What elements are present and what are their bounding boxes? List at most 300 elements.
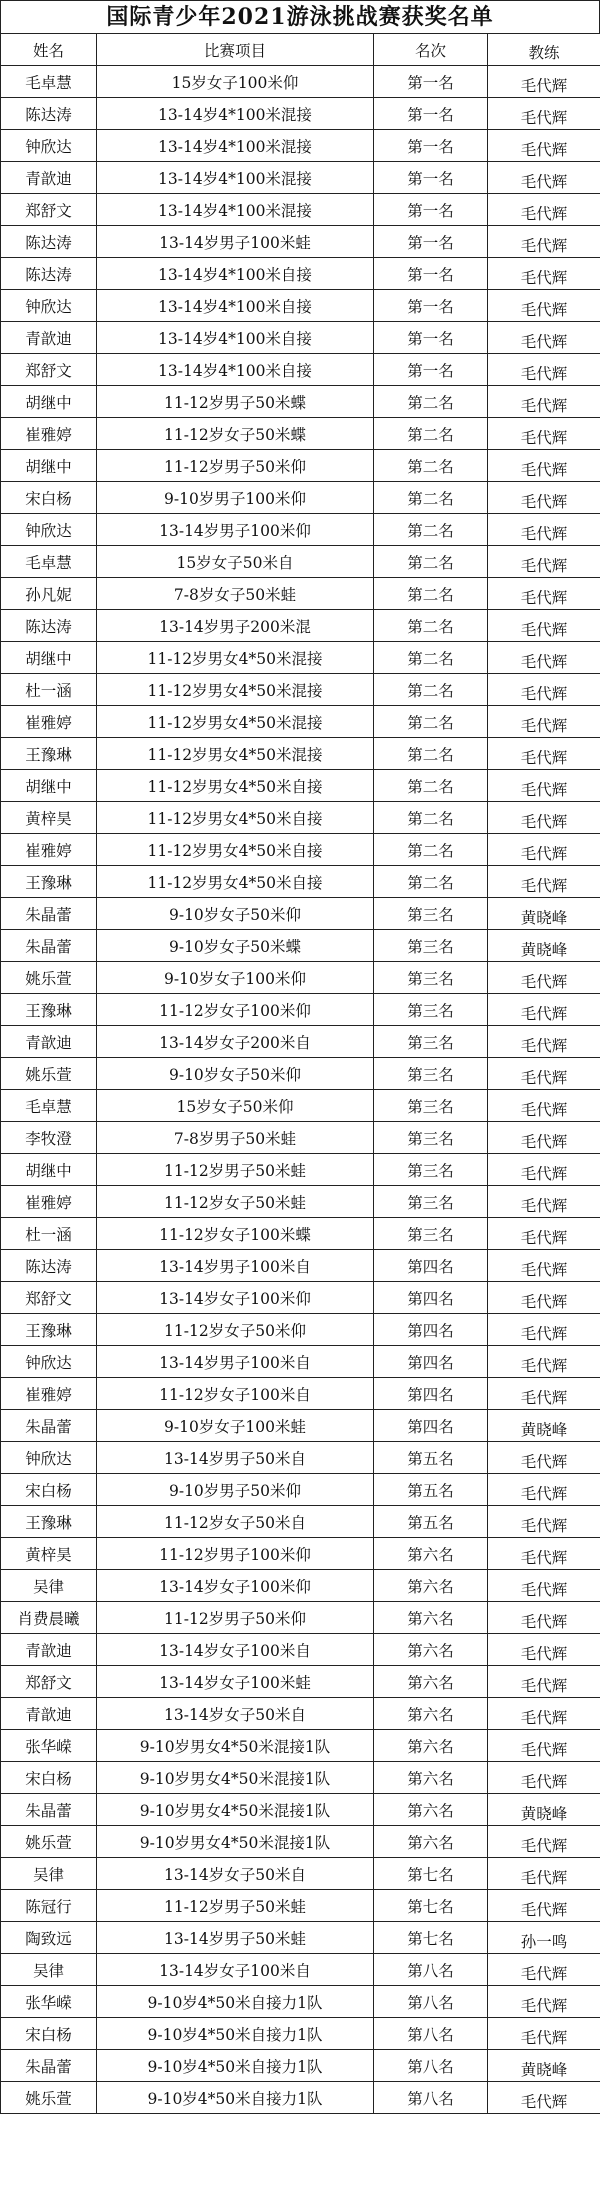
event-cell: 13-14岁女子100米仰 xyxy=(97,1282,374,1314)
table-row xyxy=(1,1346,600,1378)
coach-cell: 毛代辉 xyxy=(488,1250,600,1282)
athlete-name-cell: 王豫琳 xyxy=(1,866,97,898)
event-cell: 9-10岁4*50米自接力1队 xyxy=(97,2018,374,2050)
event-cell: 15岁女子50米自 xyxy=(97,546,374,578)
event-cell: 13-14岁男子100米蛙 xyxy=(97,226,374,258)
event-cell: 13-14岁男子200米混 xyxy=(97,610,374,642)
table-row xyxy=(1,1058,600,1090)
athlete-name-cell: 陈达涛 xyxy=(1,1250,97,1282)
table-row xyxy=(1,1986,600,2018)
athlete-name-cell: 钟欣达 xyxy=(1,1346,97,1378)
athlete-name-cell: 吴律 xyxy=(1,1858,97,1890)
athlete-name-cell: 青歆迪 xyxy=(1,322,97,354)
document-title: 国际青少年2021游泳挑战赛获奖名单 xyxy=(0,0,600,33)
table-row xyxy=(1,162,600,194)
table-row xyxy=(1,1474,600,1506)
athlete-name-cell: 王豫琳 xyxy=(1,994,97,1026)
athlete-name-cell: 宋白杨 xyxy=(1,1474,97,1506)
athlete-name-cell: 陈达涛 xyxy=(1,98,97,130)
rank-cell: 第三名 xyxy=(374,1186,488,1218)
rank-cell: 第五名 xyxy=(374,1474,488,1506)
coach-cell: 毛代辉 xyxy=(488,290,600,322)
rank-cell: 第二名 xyxy=(374,706,488,738)
rank-cell: 第七名 xyxy=(374,1922,488,1954)
athlete-name-cell: 毛卓慧 xyxy=(1,1090,97,1122)
rank-cell: 第六名 xyxy=(374,1666,488,1698)
coach-cell: 毛代辉 xyxy=(488,866,600,898)
coach-cell: 毛代辉 xyxy=(488,98,600,130)
award-table xyxy=(0,33,600,2114)
event-cell: 13-14岁4*100米自接 xyxy=(97,258,374,290)
event-cell: 13-14岁女子100米蛙 xyxy=(97,1666,374,1698)
event-cell: 11-12岁男女4*50米混接 xyxy=(97,642,374,674)
table-row xyxy=(1,2082,600,2114)
athlete-name-cell: 朱晶蕾 xyxy=(1,1794,97,1826)
event-cell: 9-10岁4*50米自接力1队 xyxy=(97,2050,374,2082)
event-cell: 13-14岁4*100米自接 xyxy=(97,354,374,386)
table-row xyxy=(1,1954,600,1986)
rank-cell: 第八名 xyxy=(374,1954,488,1986)
athlete-name-cell: 黄梓昊 xyxy=(1,1538,97,1570)
rank-cell: 第四名 xyxy=(374,1410,488,1442)
table-row xyxy=(1,1826,600,1858)
table-row xyxy=(1,642,600,674)
rank-cell: 第一名 xyxy=(374,322,488,354)
event-cell: 9-10岁女子100米蛙 xyxy=(97,1410,374,1442)
event-cell: 9-10岁男子100米仰 xyxy=(97,482,374,514)
athlete-name-cell: 毛卓慧 xyxy=(1,66,97,98)
athlete-name-cell: 青歆迪 xyxy=(1,162,97,194)
coach-cell: 毛代辉 xyxy=(488,1474,600,1506)
event-cell: 13-14岁4*100米自接 xyxy=(97,322,374,354)
athlete-name-cell: 青歆迪 xyxy=(1,1698,97,1730)
event-cell: 11-12岁男女4*50米自接 xyxy=(97,866,374,898)
event-cell: 11-12岁女子50米蝶 xyxy=(97,418,374,450)
athlete-name-cell: 朱晶蕾 xyxy=(1,2050,97,2082)
coach-cell: 黄晓峰 xyxy=(488,1794,600,1826)
event-cell: 11-12岁男子50米仰 xyxy=(97,1602,374,1634)
table-row xyxy=(1,1762,600,1794)
event-cell: 13-14岁男子50米自 xyxy=(97,1442,374,1474)
event-cell: 11-12岁男女4*50米混接 xyxy=(97,674,374,706)
rank-cell: 第二名 xyxy=(374,866,488,898)
coach-cell: 毛代辉 xyxy=(488,1954,600,1986)
rank-cell: 第四名 xyxy=(374,1282,488,1314)
event-cell: 9-10岁女子50米蝶 xyxy=(97,930,374,962)
event-cell: 13-14岁男子50米蛙 xyxy=(97,1922,374,1954)
table-row xyxy=(1,834,600,866)
event-cell: 7-8岁男子50米蛙 xyxy=(97,1122,374,1154)
event-cell: 9-10岁男女4*50米混接1队 xyxy=(97,1730,374,1762)
coach-cell: 毛代辉 xyxy=(488,1282,600,1314)
event-cell: 9-10岁4*50米自接力1队 xyxy=(97,2082,374,2114)
event-cell: 11-12岁男子50米蛙 xyxy=(97,1154,374,1186)
table-row xyxy=(1,386,600,418)
event-cell: 11-12岁男子100米仰 xyxy=(97,1538,374,1570)
rank-cell: 第八名 xyxy=(374,2050,488,2082)
athlete-name-cell: 崔雅婷 xyxy=(1,834,97,866)
table-row xyxy=(1,2050,600,2082)
coach-cell: 毛代辉 xyxy=(488,1314,600,1346)
athlete-name-cell: 孙凡妮 xyxy=(1,578,97,610)
table-row xyxy=(1,1570,600,1602)
athlete-name-cell: 姚乐萱 xyxy=(1,962,97,994)
coach-cell: 毛代辉 xyxy=(488,482,600,514)
event-cell: 13-14岁男子100米自 xyxy=(97,1346,374,1378)
rank-cell: 第一名 xyxy=(374,130,488,162)
table-row xyxy=(1,1154,600,1186)
athlete-name-cell: 朱晶蕾 xyxy=(1,898,97,930)
athlete-name-cell: 杜一涵 xyxy=(1,1218,97,1250)
coach-cell: 毛代辉 xyxy=(488,1346,600,1378)
rank-cell: 第二名 xyxy=(374,514,488,546)
rank-cell: 第七名 xyxy=(374,1858,488,1890)
event-cell: 13-14岁男子100米仰 xyxy=(97,514,374,546)
table-row xyxy=(1,1634,600,1666)
rank-cell: 第六名 xyxy=(374,1826,488,1858)
coach-cell: 毛代辉 xyxy=(488,258,600,290)
event-cell: 9-10岁男子50米仰 xyxy=(97,1474,374,1506)
coach-cell: 毛代辉 xyxy=(488,1730,600,1762)
rank-cell: 第六名 xyxy=(374,1602,488,1634)
athlete-name-cell: 吴律 xyxy=(1,1954,97,1986)
athlete-name-cell: 陈达涛 xyxy=(1,610,97,642)
athlete-name-cell: 姚乐萱 xyxy=(1,1058,97,1090)
table-row xyxy=(1,1538,600,1570)
coach-cell: 毛代辉 xyxy=(488,1666,600,1698)
coach-cell: 毛代辉 xyxy=(488,1026,600,1058)
coach-cell: 毛代辉 xyxy=(488,1218,600,1250)
coach-cell: 毛代辉 xyxy=(488,770,600,802)
table-row xyxy=(1,1186,600,1218)
athlete-name-cell: 宋白杨 xyxy=(1,2018,97,2050)
coach-cell: 毛代辉 xyxy=(488,1986,600,2018)
athlete-name-cell: 崔雅婷 xyxy=(1,706,97,738)
coach-cell: 黄晓峰 xyxy=(488,930,600,962)
table-row xyxy=(1,1250,600,1282)
table-row xyxy=(1,546,600,578)
rank-cell: 第一名 xyxy=(374,194,488,226)
table-row xyxy=(1,2018,600,2050)
coach-cell: 孙一鸣 xyxy=(488,1922,600,1954)
table-row xyxy=(1,1442,600,1474)
rank-cell: 第七名 xyxy=(374,1890,488,1922)
event-cell: 9-10岁男女4*50米混接1队 xyxy=(97,1762,374,1794)
header-rank: 名次 xyxy=(374,34,488,66)
athlete-name-cell: 宋白杨 xyxy=(1,1762,97,1794)
coach-cell: 毛代辉 xyxy=(488,1602,600,1634)
coach-cell: 毛代辉 xyxy=(488,962,600,994)
coach-cell: 毛代辉 xyxy=(488,66,600,98)
coach-cell: 毛代辉 xyxy=(488,1058,600,1090)
athlete-name-cell: 陈冠行 xyxy=(1,1890,97,1922)
table-row xyxy=(1,130,600,162)
coach-cell: 毛代辉 xyxy=(488,1442,600,1474)
coach-cell: 毛代辉 xyxy=(488,1122,600,1154)
athlete-name-cell: 王豫琳 xyxy=(1,1314,97,1346)
rank-cell: 第二名 xyxy=(374,450,488,482)
event-cell: 13-14岁女子200米自 xyxy=(97,1026,374,1058)
coach-cell: 毛代辉 xyxy=(488,994,600,1026)
coach-cell: 毛代辉 xyxy=(488,1506,600,1538)
rank-cell: 第二名 xyxy=(374,674,488,706)
coach-cell: 毛代辉 xyxy=(488,1890,600,1922)
coach-cell: 毛代辉 xyxy=(488,802,600,834)
athlete-name-cell: 姚乐萱 xyxy=(1,2082,97,2114)
athlete-name-cell: 胡继中 xyxy=(1,770,97,802)
coach-cell: 毛代辉 xyxy=(488,1378,600,1410)
event-cell: 7-8岁女子50米蛙 xyxy=(97,578,374,610)
event-cell: 15岁女子100米仰 xyxy=(97,66,374,98)
table-row xyxy=(1,1666,600,1698)
rank-cell: 第八名 xyxy=(374,1986,488,2018)
coach-cell: 毛代辉 xyxy=(488,226,600,258)
coach-cell: 毛代辉 xyxy=(488,1858,600,1890)
event-cell: 11-12岁男女4*50米自接 xyxy=(97,770,374,802)
table-row xyxy=(1,898,600,930)
coach-cell: 毛代辉 xyxy=(488,418,600,450)
coach-cell: 毛代辉 xyxy=(488,130,600,162)
table-row xyxy=(1,322,600,354)
rank-cell: 第三名 xyxy=(374,962,488,994)
table-row xyxy=(1,514,600,546)
athlete-name-cell: 朱晶蕾 xyxy=(1,1410,97,1442)
table-row xyxy=(1,1122,600,1154)
rank-cell: 第八名 xyxy=(374,2018,488,2050)
rank-cell: 第二名 xyxy=(374,578,488,610)
rank-cell: 第二名 xyxy=(374,610,488,642)
table-row xyxy=(1,770,600,802)
coach-cell: 毛代辉 xyxy=(488,1634,600,1666)
table-row xyxy=(1,1218,600,1250)
event-cell: 11-12岁男子50米蛙 xyxy=(97,1890,374,1922)
rank-cell: 第六名 xyxy=(374,1762,488,1794)
athlete-name-cell: 张华嵘 xyxy=(1,1730,97,1762)
athlete-name-cell: 胡继中 xyxy=(1,386,97,418)
rank-cell: 第一名 xyxy=(374,290,488,322)
table-row xyxy=(1,482,600,514)
table-row xyxy=(1,1026,600,1058)
athlete-name-cell: 吴律 xyxy=(1,1570,97,1602)
rank-cell: 第三名 xyxy=(374,1218,488,1250)
athlete-name-cell: 郑舒文 xyxy=(1,1282,97,1314)
table-row xyxy=(1,1410,600,1442)
coach-cell: 毛代辉 xyxy=(488,194,600,226)
athlete-name-cell: 张华嵘 xyxy=(1,1986,97,2018)
table-row xyxy=(1,194,600,226)
event-cell: 11-12岁男女4*50米混接 xyxy=(97,738,374,770)
header-row xyxy=(1,34,600,66)
rank-cell: 第一名 xyxy=(374,258,488,290)
event-cell: 15岁女子50米仰 xyxy=(97,1090,374,1122)
rank-cell: 第一名 xyxy=(374,66,488,98)
coach-cell: 毛代辉 xyxy=(488,1538,600,1570)
event-cell: 9-10岁男女4*50米混接1队 xyxy=(97,1826,374,1858)
event-cell: 11-12岁女子100米自 xyxy=(97,1378,374,1410)
event-cell: 9-10岁女子50米仰 xyxy=(97,1058,374,1090)
table-row xyxy=(1,258,600,290)
table-row xyxy=(1,98,600,130)
event-cell: 11-12岁男女4*50米自接 xyxy=(97,802,374,834)
athlete-name-cell: 郑舒文 xyxy=(1,354,97,386)
rank-cell: 第八名 xyxy=(374,2082,488,2114)
coach-cell: 毛代辉 xyxy=(488,546,600,578)
rank-cell: 第四名 xyxy=(374,1346,488,1378)
coach-cell: 黄晓峰 xyxy=(488,1410,600,1442)
rank-cell: 第二名 xyxy=(374,642,488,674)
rank-cell: 第二名 xyxy=(374,386,488,418)
table-row xyxy=(1,1506,600,1538)
table-row xyxy=(1,290,600,322)
coach-cell: 黄晓峰 xyxy=(488,2050,600,2082)
athlete-name-cell: 肖费晨曦 xyxy=(1,1602,97,1634)
table-body xyxy=(1,66,600,2114)
coach-cell: 毛代辉 xyxy=(488,834,600,866)
rank-cell: 第二名 xyxy=(374,482,488,514)
coach-cell: 毛代辉 xyxy=(488,738,600,770)
athlete-name-cell: 郑舒文 xyxy=(1,194,97,226)
rank-cell: 第二名 xyxy=(374,418,488,450)
event-cell: 13-14岁4*100米自接 xyxy=(97,290,374,322)
rank-cell: 第一名 xyxy=(374,354,488,386)
event-cell: 13-14岁女子50米自 xyxy=(97,1858,374,1890)
rank-cell: 第三名 xyxy=(374,898,488,930)
coach-cell: 毛代辉 xyxy=(488,514,600,546)
athlete-name-cell: 朱晶蕾 xyxy=(1,930,97,962)
athlete-name-cell: 胡继中 xyxy=(1,1154,97,1186)
table-row xyxy=(1,1730,600,1762)
event-cell: 9-10岁4*50米自接力1队 xyxy=(97,1986,374,2018)
athlete-name-cell: 姚乐萱 xyxy=(1,1826,97,1858)
athlete-name-cell: 钟欣达 xyxy=(1,1442,97,1474)
rank-cell: 第三名 xyxy=(374,1154,488,1186)
event-cell: 13-14岁女子100米仰 xyxy=(97,1570,374,1602)
rank-cell: 第三名 xyxy=(374,994,488,1026)
coach-cell: 毛代辉 xyxy=(488,162,600,194)
coach-cell: 毛代辉 xyxy=(488,450,600,482)
rank-cell: 第五名 xyxy=(374,1506,488,1538)
table-row xyxy=(1,674,600,706)
header-coach: 教练 xyxy=(488,34,600,66)
rank-cell: 第四名 xyxy=(374,1250,488,1282)
rank-cell: 第五名 xyxy=(374,1442,488,1474)
coach-cell: 毛代辉 xyxy=(488,674,600,706)
event-cell: 11-12岁男子50米仰 xyxy=(97,450,374,482)
rank-cell: 第三名 xyxy=(374,1090,488,1122)
table-row xyxy=(1,930,600,962)
rank-cell: 第二名 xyxy=(374,770,488,802)
table-row xyxy=(1,1314,600,1346)
table-row xyxy=(1,1858,600,1890)
event-cell: 13-14岁4*100米混接 xyxy=(97,162,374,194)
event-cell: 9-10岁女子100米仰 xyxy=(97,962,374,994)
table-row xyxy=(1,1602,600,1634)
athlete-name-cell: 胡继中 xyxy=(1,450,97,482)
coach-cell: 毛代辉 xyxy=(488,2018,600,2050)
event-cell: 11-12岁男女4*50米混接 xyxy=(97,706,374,738)
table-row xyxy=(1,866,600,898)
athlete-name-cell: 陈达涛 xyxy=(1,258,97,290)
event-cell: 13-14岁4*100米混接 xyxy=(97,130,374,162)
athlete-name-cell: 崔雅婷 xyxy=(1,418,97,450)
athlete-name-cell: 青歆迪 xyxy=(1,1026,97,1058)
athlete-name-cell: 钟欣达 xyxy=(1,290,97,322)
rank-cell: 第六名 xyxy=(374,1634,488,1666)
rank-cell: 第二名 xyxy=(374,738,488,770)
table-row xyxy=(1,578,600,610)
rank-cell: 第二名 xyxy=(374,834,488,866)
event-cell: 11-12岁女子100米蝶 xyxy=(97,1218,374,1250)
coach-cell: 毛代辉 xyxy=(488,1186,600,1218)
rank-cell: 第二名 xyxy=(374,546,488,578)
rank-cell: 第六名 xyxy=(374,1570,488,1602)
rank-cell: 第四名 xyxy=(374,1378,488,1410)
rank-cell: 第六名 xyxy=(374,1730,488,1762)
coach-cell: 毛代辉 xyxy=(488,706,600,738)
table-row xyxy=(1,962,600,994)
athlete-name-cell: 钟欣达 xyxy=(1,514,97,546)
table-row xyxy=(1,418,600,450)
event-cell: 11-12岁女子50米蛙 xyxy=(97,1186,374,1218)
rank-cell: 第一名 xyxy=(374,98,488,130)
table-row xyxy=(1,1922,600,1954)
rank-cell: 第六名 xyxy=(374,1538,488,1570)
event-cell: 11-12岁男女4*50米自接 xyxy=(97,834,374,866)
coach-cell: 毛代辉 xyxy=(488,1826,600,1858)
table-row xyxy=(1,802,600,834)
rank-cell: 第一名 xyxy=(374,162,488,194)
event-cell: 11-12岁男子50米蝶 xyxy=(97,386,374,418)
athlete-name-cell: 李牧澄 xyxy=(1,1122,97,1154)
coach-cell: 毛代辉 xyxy=(488,1154,600,1186)
table-row xyxy=(1,1698,600,1730)
table-row xyxy=(1,1282,600,1314)
rank-cell: 第三名 xyxy=(374,1058,488,1090)
event-cell: 11-12岁女子100米仰 xyxy=(97,994,374,1026)
coach-cell: 毛代辉 xyxy=(488,642,600,674)
coach-cell: 毛代辉 xyxy=(488,1698,600,1730)
event-cell: 13-14岁4*100米混接 xyxy=(97,98,374,130)
event-cell: 13-14岁女子100米自 xyxy=(97,1634,374,1666)
coach-cell: 毛代辉 xyxy=(488,322,600,354)
header-name: 姓名 xyxy=(1,34,97,66)
coach-cell: 黄晓峰 xyxy=(488,898,600,930)
event-cell: 13-14岁女子100米自 xyxy=(97,1954,374,1986)
athlete-name-cell: 陈达涛 xyxy=(1,226,97,258)
coach-cell: 毛代辉 xyxy=(488,610,600,642)
table-row xyxy=(1,450,600,482)
coach-cell: 毛代辉 xyxy=(488,1762,600,1794)
event-cell: 9-10岁男女4*50米混接1队 xyxy=(97,1794,374,1826)
table-row xyxy=(1,1090,600,1122)
event-cell: 13-14岁4*100米混接 xyxy=(97,194,374,226)
table-row xyxy=(1,354,600,386)
table-row xyxy=(1,66,600,98)
coach-cell: 毛代辉 xyxy=(488,354,600,386)
rank-cell: 第一名 xyxy=(374,226,488,258)
event-cell: 13-14岁男子100米自 xyxy=(97,1250,374,1282)
table-row xyxy=(1,994,600,1026)
rank-cell: 第三名 xyxy=(374,1122,488,1154)
athlete-name-cell: 崔雅婷 xyxy=(1,1186,97,1218)
header-event: 比赛项目 xyxy=(97,34,374,66)
rank-cell: 第六名 xyxy=(374,1698,488,1730)
table-row xyxy=(1,1890,600,1922)
coach-cell: 毛代辉 xyxy=(488,386,600,418)
table-row xyxy=(1,1794,600,1826)
rank-cell: 第三名 xyxy=(374,1026,488,1058)
rank-cell: 第六名 xyxy=(374,1794,488,1826)
